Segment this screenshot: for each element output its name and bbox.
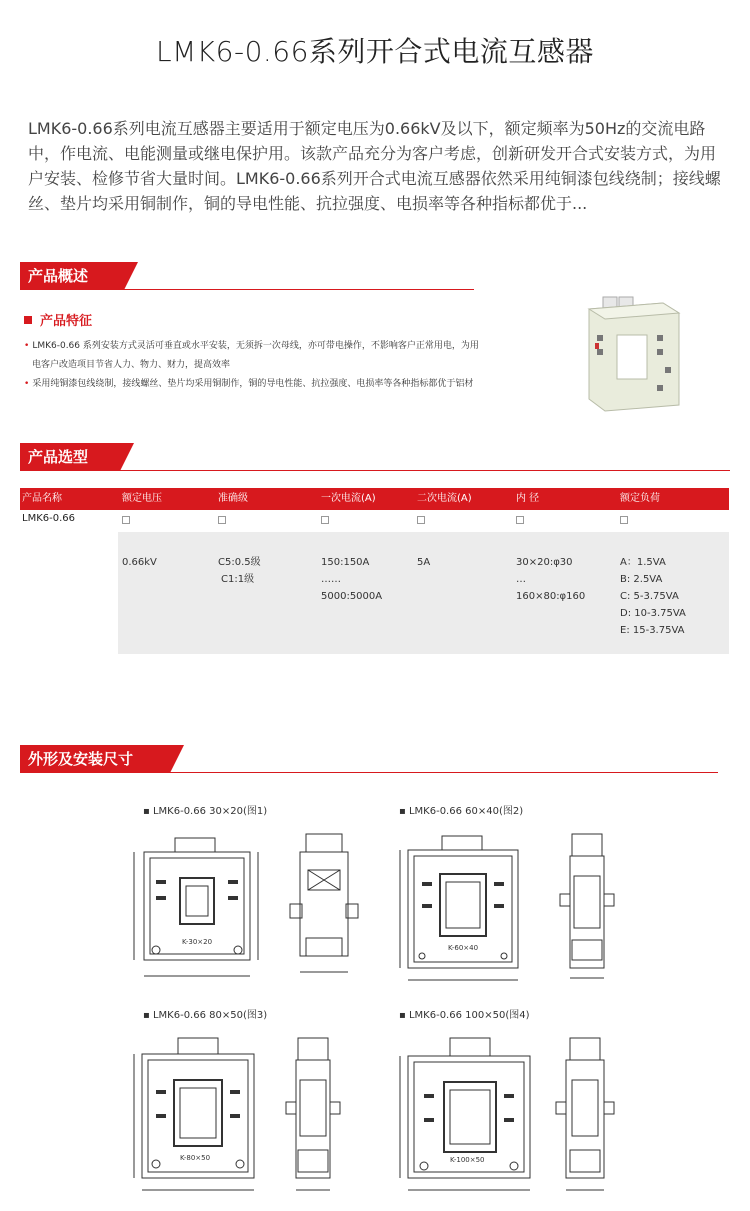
header-inner-diameter: 内 径 <box>516 493 540 504</box>
selection-table-header <box>20 488 729 510</box>
figure-label-1: ▪ LMK6-0.66 30×20(图1) <box>143 806 268 817</box>
figure-3-front-drawing <box>130 1032 270 1202</box>
figure-1-front-drawing <box>130 830 270 990</box>
figure-2-side-drawing <box>556 830 626 990</box>
figure-1-marking: K-30×20 <box>182 938 213 946</box>
section-dimensions-bar <box>20 745 718 773</box>
intro-paragraph: LMK6-0.66系列电流互感器主要适用于额定电压为0.66kV及以下，额定频率为50Hz的交流电路中，作电流、电能测量或继电保护用。该款产品充分为客户考虑，创新研发开合式安装方式，为用户安装、检修节省大量时间。LMK6-0.66系列开合式电流互感器依然采用纯铜漆包线绕制；接线螺丝、垫片均采用铜制作，铜的导电性能、抗拉强度、电损率等各种指标都优于... <box>28 119 721 213</box>
header-rated-voltage: 额定电压 <box>122 493 162 504</box>
page-title: LMK6-0.66系列开合式电流互感器 <box>156 35 594 68</box>
checkbox-icon <box>218 516 226 524</box>
selection-table-row <box>20 510 729 530</box>
section-selection-title: 产品选型 <box>20 443 120 471</box>
feature-heading: 产品特征 <box>24 310 92 329</box>
figure-label-4: ▪ LMK6-0.66 100×50(图4) <box>399 1010 530 1021</box>
figure-2-front-drawing <box>396 830 536 990</box>
selection-table-body <box>118 532 729 654</box>
figure-4-marking: K-100×50 <box>450 1156 485 1164</box>
model-cell: LMK6-0.66 <box>22 513 75 524</box>
accuracy-cell: C5:0.5级 C1:1级 <box>218 557 261 585</box>
figure-label-2: ▪ LMK6-0.66 60×40(图2) <box>399 806 524 817</box>
section-dimensions-title: 外形及安装尺寸 <box>20 745 170 773</box>
checkbox-icon <box>321 516 329 524</box>
header-accuracy: 准确级 <box>218 493 248 504</box>
figure-4-side-drawing <box>552 1032 622 1202</box>
figure-3-marking: K-80×50 <box>180 1154 211 1162</box>
figure-3-side-drawing <box>282 1032 352 1202</box>
checkbox-icon <box>620 516 628 524</box>
voltage-cell: 0.66kV <box>122 557 157 568</box>
inner-diameter-cell: 30×20:φ30 … 160×80:φ160 <box>516 557 586 602</box>
feature-item-continued: 电客户改造项目节省人力、物力、财力，提高效率 <box>32 360 231 370</box>
current-transformer-image <box>583 295 683 415</box>
checkbox-icon <box>516 516 524 524</box>
header-secondary-current: 二次电流(A) <box>417 493 472 504</box>
figure-4-front-drawing <box>396 1032 546 1202</box>
checkbox-icon <box>417 516 425 524</box>
rated-load-cell: A：1.5VA B: 2.5VA C: 5-3.75VA D: 10-3.75VA E: 15-3.75VA <box>620 557 686 636</box>
section-overview-title: 产品概述 <box>20 262 124 290</box>
bullet-icon: • <box>24 341 30 351</box>
primary-current-cell: 150:150A …… 5000:5000A <box>321 557 383 602</box>
secondary-current-cell: 5A <box>417 557 431 568</box>
header-rated-load: 额定负荷 <box>620 493 660 504</box>
feature-item: • LMK6-0.66 系列安装方式灵活可垂直或水平安装，无须拆一次母线，亦可带电操作，不影响客户正常用电，为用 <box>24 341 479 351</box>
header-product-name: 产品名称 <box>22 493 62 504</box>
section-selection-bar <box>20 443 730 471</box>
header-primary-current: 一次电流(A) <box>321 493 376 504</box>
feature-item: • 采用纯铜漆包线绕制，接线螺丝、垫片均采用铜制作，铜的导电性能、抗拉强度、电损率等各种指标都优于铝材 <box>24 379 474 389</box>
figure-label-3: ▪ LMK6-0.66 80×50(图3) <box>143 1010 268 1021</box>
square-bullet-icon <box>24 316 32 324</box>
bullet-icon: • <box>24 379 30 389</box>
figure-1-side-drawing <box>282 830 362 990</box>
checkbox-icon <box>122 516 130 524</box>
figure-2-marking: K-60×40 <box>448 944 479 952</box>
section-overview-bar <box>20 262 474 290</box>
